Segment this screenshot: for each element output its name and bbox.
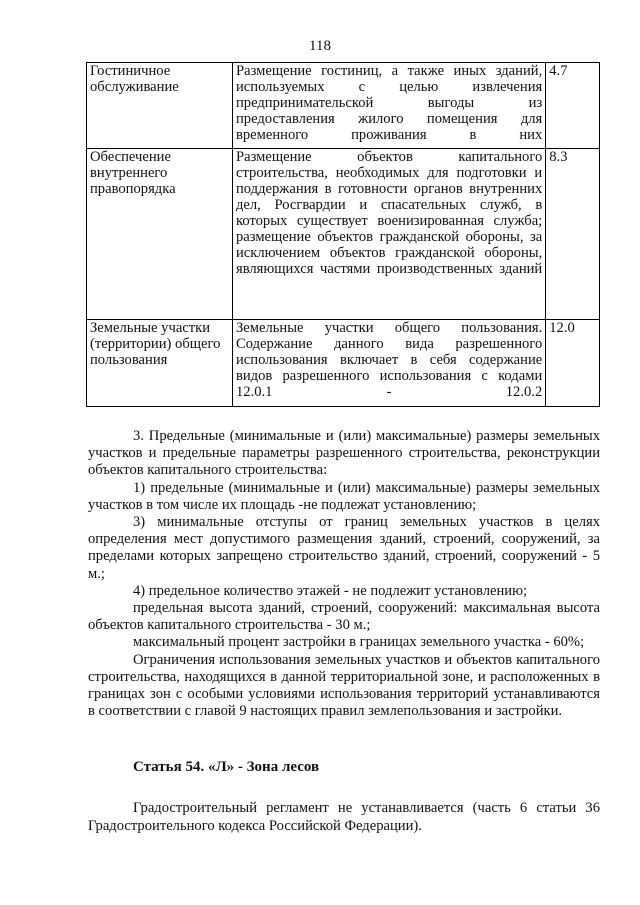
- table-cell-name: Земельные участки (территории) общего пользования: [87, 320, 233, 407]
- table-row: [87, 63, 600, 149]
- regulation-text: [88, 428, 600, 720]
- table-cell-description: Земельные участки общего пользования. Содержание данного вида разрешенного использования включает в себя содержание видов разрешенного использования с кодами 12.0.1 - 12.0.2: [232, 320, 545, 407]
- table-row: [87, 149, 600, 320]
- table-cell-description: Размещение объектов капитального строительства, необходимых для подготовки и поддержания в готовности органов внутренних дел, Росгвардии и спасательных служб, в которых существует военизированная служба; размещение объектов гражданской обороны, за исключением объектов гражданской обороны, являющихся частями производственных зданий: [232, 149, 545, 320]
- table-row: [87, 320, 600, 407]
- final-text: [88, 800, 600, 835]
- land-use-table: [86, 62, 600, 407]
- paragraph: 4) предельное количество этажей - не подлежит установлению;: [133, 582, 528, 599]
- page-number: 118: [309, 38, 331, 54]
- article-heading: Статья 54. «Л» - Зона лесов: [133, 759, 320, 775]
- paragraph: 1) предельные (минимальные и (или) максимальные) размеры земельных участков в том числе их площадь -не подлежат установлению;: [88, 479, 600, 513]
- paragraph: Градостроительный регламент не устанавливается (часть 6 статьи 36 Градостроительного кодекса Российской Федерации).: [88, 800, 600, 834]
- table-cell-code: 4.7: [546, 63, 600, 149]
- paragraph: предельная высота зданий, строений, сооружений: максимальная высота объектов капитального строительства - 30 м.;: [88, 600, 600, 634]
- table-cell-code: 8.3: [546, 149, 600, 320]
- paragraph: 3. Предельные (минимальные и (или) максимальные) размеры земельных участков и предельные параметры разрешенного строительства, реконструкции объектов капитального строительства:: [88, 428, 600, 479]
- paragraph: максимальный процент застройки в границах земельного участка - 60%;: [133, 634, 585, 651]
- table-cell-name: Обеспечение внутреннего правопорядка: [87, 149, 233, 320]
- table-cell-description: Размещение гостиниц, а также иных зданий, используемых с целью извлечения предпринимательской выгоды из предоставления жилого помещения для временного проживания в них: [232, 63, 545, 149]
- table-cell-code: 12.0: [546, 320, 600, 407]
- paragraph: Ограничения использования земельных участков и объектов капитального строительства, находящихся в данной территориальной зоне, и расположенных в границах зон с особыми условиями использования территорий устанавливаются в соответствии с главой 9 настоящих правил землепользования и застройки.: [88, 651, 600, 720]
- table-cell-name: Гостиничное обслуживание: [87, 63, 233, 149]
- paragraph: 3) минимальные отступы от границ земельных участков в целях определения мест допустимого размещения зданий, строений, сооружений, за пределами которых запрещено строительство зданий, строений, сооружений - 5 м.;: [88, 514, 600, 582]
